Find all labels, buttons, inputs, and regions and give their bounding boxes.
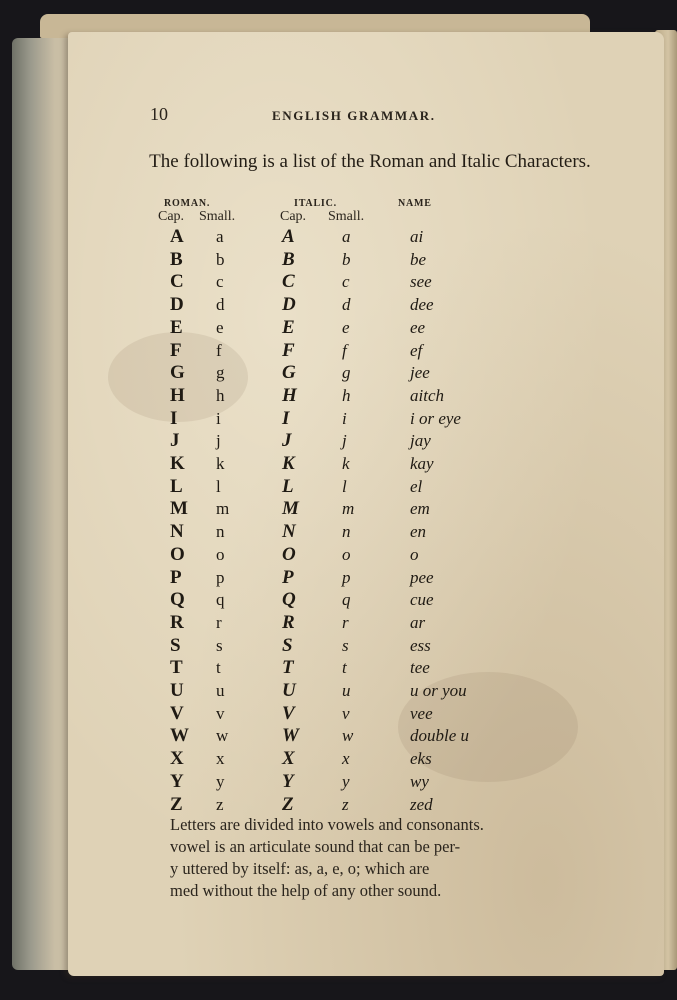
roman-capital: X — [170, 748, 184, 770]
name-column-header: NAME — [398, 198, 432, 209]
roman-capital: N — [170, 521, 184, 543]
roman-column-header: ROMAN. — [164, 198, 211, 209]
italic-small: v — [342, 703, 350, 723]
italic-small: g — [342, 363, 351, 383]
italic-capital: L — [282, 475, 294, 497]
roman-capital: G — [170, 362, 185, 384]
body-line: y uttered by itself: as, a, e, o; which are — [170, 859, 430, 878]
roman-capital: W — [170, 725, 189, 747]
roman-capital: U — [170, 680, 184, 701]
list-title: The following is a list of the Roman and Italic Characters. — [149, 151, 591, 172]
letter-name: ai — [410, 227, 424, 246]
letter-name: ar — [410, 612, 426, 632]
roman-capital: H — [170, 384, 185, 406]
italic-small: u — [342, 681, 351, 700]
italic-small-header: Small. — [328, 209, 365, 224]
letter-row — [150, 612, 530, 634]
roman-small: m — [216, 499, 230, 519]
body-line: med without the help of any other sound. — [170, 881, 442, 900]
page-header — [150, 104, 480, 130]
roman-small: i — [216, 408, 221, 428]
roman-capital: M — [170, 498, 188, 520]
letter-name: vee — [410, 703, 433, 723]
italic-small: e — [342, 317, 350, 337]
roman-capital: D — [170, 294, 184, 316]
letter-row — [150, 680, 530, 702]
letter-name: jee — [410, 363, 430, 383]
letter-row — [150, 271, 530, 293]
letter-name: double u — [410, 726, 470, 746]
italic-small: o — [342, 544, 351, 564]
roman-small: e — [216, 317, 224, 337]
roman-small: w — [216, 726, 229, 746]
italic-column-header: ITALIC. — [294, 198, 337, 209]
roman-small: h — [216, 385, 225, 405]
roman-small: u — [216, 681, 225, 700]
letter-name: u or you — [410, 681, 467, 700]
italic-capital: M — [282, 498, 299, 520]
roman-small: d — [216, 295, 225, 315]
letter-name: kay — [410, 454, 434, 473]
roman-small: n — [216, 522, 225, 542]
letter-row — [150, 294, 530, 316]
italic-small: d — [342, 295, 351, 315]
running-head: ENGLISH GRAMMAR. — [272, 108, 436, 123]
italic-small: t — [342, 658, 347, 678]
letter-name: ee — [410, 317, 426, 337]
letter-name: tee — [410, 658, 430, 678]
roman-capital: O — [170, 543, 185, 565]
italic-small: x — [342, 749, 350, 769]
roman-capital: K — [170, 453, 185, 474]
italic-small: n — [342, 522, 351, 542]
roman-capital: P — [170, 566, 182, 588]
italic-capital: E — [282, 316, 295, 338]
letter-name: ess — [410, 635, 431, 655]
letter-row — [150, 544, 530, 566]
italic-capital: T — [282, 657, 294, 679]
letter-row — [150, 748, 530, 770]
letter-name: pee — [410, 567, 434, 587]
letter-name: cue — [410, 590, 434, 610]
roman-small: q — [216, 590, 225, 610]
italic-capital: O — [282, 543, 296, 565]
letter-row — [150, 476, 530, 498]
italic-capital: Z — [282, 793, 294, 815]
italic-small: k — [342, 454, 350, 473]
italic-capital: C — [282, 271, 295, 293]
roman-capital: J — [170, 430, 180, 452]
roman-small: b — [216, 249, 225, 269]
italic-cap-header: Cap. — [280, 209, 307, 224]
roman-capital: L — [170, 475, 183, 497]
roman-small: r — [216, 612, 222, 632]
letter-row — [150, 794, 530, 816]
italic-small: s — [342, 635, 349, 655]
roman-small: a — [216, 227, 224, 246]
letter-row — [150, 567, 530, 589]
body-line: vowel is an articulate sound that can be per- — [170, 837, 461, 856]
letter-row — [150, 498, 530, 520]
letter-row — [150, 703, 530, 725]
letter-row — [150, 657, 530, 679]
italic-small: f — [342, 340, 347, 360]
roman-capital: A — [170, 226, 184, 247]
italic-small: q — [342, 590, 351, 610]
letter-row — [150, 408, 530, 430]
roman-capital: Y — [170, 770, 184, 792]
roman-small: f — [216, 340, 222, 360]
letter-name: eks — [410, 749, 432, 769]
letter-row — [150, 385, 530, 407]
italic-small: z — [342, 794, 349, 814]
italic-capital: J — [282, 430, 292, 452]
letter-name: be — [410, 249, 427, 269]
italic-small: c — [342, 272, 350, 292]
italic-capital: U — [282, 680, 296, 701]
roman-small: l — [216, 476, 221, 496]
italic-small: j — [342, 431, 347, 451]
italic-capital: A — [282, 226, 295, 247]
letter-row — [150, 725, 530, 747]
italic-capital: H — [282, 384, 297, 406]
letter-name: ef — [410, 340, 423, 360]
letter-row — [150, 226, 530, 248]
italic-small: r — [342, 612, 349, 632]
roman-capital: B — [170, 248, 183, 270]
body-text — [170, 814, 600, 902]
italic-small: h — [342, 385, 351, 405]
letter-name: jay — [410, 431, 431, 451]
italic-capital: G — [282, 362, 296, 384]
letter-name: wy — [410, 771, 429, 791]
letter-row — [150, 340, 530, 362]
italic-small: w — [342, 726, 354, 746]
letter-name: em — [410, 499, 430, 519]
roman-small: z — [216, 794, 224, 814]
italic-small: p — [342, 567, 351, 587]
roman-capital: Q — [170, 589, 185, 611]
roman-small: c — [216, 272, 224, 292]
letter-name: dee — [410, 295, 434, 315]
roman-small: p — [216, 567, 225, 587]
roman-small: j — [216, 431, 221, 451]
roman-small: g — [216, 363, 225, 383]
roman-small: v — [216, 703, 225, 723]
italic-capital: D — [282, 294, 296, 316]
letter-name: zed — [410, 794, 433, 814]
roman-small: o — [216, 544, 225, 564]
italic-capital: R — [282, 611, 295, 633]
letter-row — [150, 317, 530, 339]
italic-capital: V — [282, 702, 295, 724]
letter-name: o — [410, 544, 419, 564]
roman-capital: V — [170, 702, 184, 724]
letter-row — [150, 453, 530, 475]
roman-small: x — [216, 749, 225, 769]
roman-capital: T — [170, 657, 183, 679]
letter-row — [150, 521, 530, 543]
letter-row — [150, 771, 530, 793]
roman-small: k — [216, 454, 225, 473]
italic-capital: Q — [282, 589, 296, 611]
italic-capital: N — [282, 521, 296, 543]
italic-capital: Y — [282, 770, 294, 792]
italic-capital: X — [282, 748, 295, 770]
letter-row — [150, 430, 530, 452]
italic-capital: K — [282, 453, 295, 474]
italic-small: l — [342, 476, 347, 496]
roman-small: t — [216, 658, 221, 678]
roman-cap-header: Cap. — [158, 209, 185, 224]
letter-row — [150, 635, 530, 657]
roman-small: y — [216, 771, 225, 791]
italic-small: m — [342, 499, 355, 519]
italic-small: b — [342, 249, 351, 269]
italic-small: i — [342, 408, 347, 428]
roman-capital: C — [170, 271, 184, 293]
page-number: 10 — [150, 104, 168, 124]
roman-small-header: Small. — [199, 209, 236, 224]
italic-capital: F — [282, 339, 295, 361]
italic-small: y — [342, 771, 350, 791]
letter-name: el — [410, 476, 423, 496]
italic-small: a — [342, 227, 351, 246]
letter-name: i or eye — [410, 408, 461, 428]
italic-capital: W — [282, 725, 299, 747]
letter-row — [150, 589, 530, 611]
letter-row — [150, 362, 530, 384]
roman-capital: R — [170, 611, 184, 633]
alphabet-table — [150, 226, 530, 816]
roman-capital: Z — [170, 793, 183, 815]
letter-row — [150, 249, 530, 271]
letter-name: aitch — [410, 385, 444, 405]
italic-capital: I — [282, 407, 290, 429]
italic-capital: S — [282, 634, 293, 656]
italic-capital: P — [282, 566, 294, 588]
roman-capital: I — [170, 407, 178, 429]
roman-capital: E — [170, 316, 183, 338]
body-line: Letters are divided into vowels and consonants. — [170, 815, 484, 834]
roman-small: s — [216, 635, 223, 655]
letter-name: see — [410, 272, 432, 292]
roman-capital: S — [170, 634, 181, 656]
roman-capital: F — [170, 339, 182, 361]
letter-name: en — [410, 522, 427, 542]
italic-capital: B — [282, 248, 295, 270]
